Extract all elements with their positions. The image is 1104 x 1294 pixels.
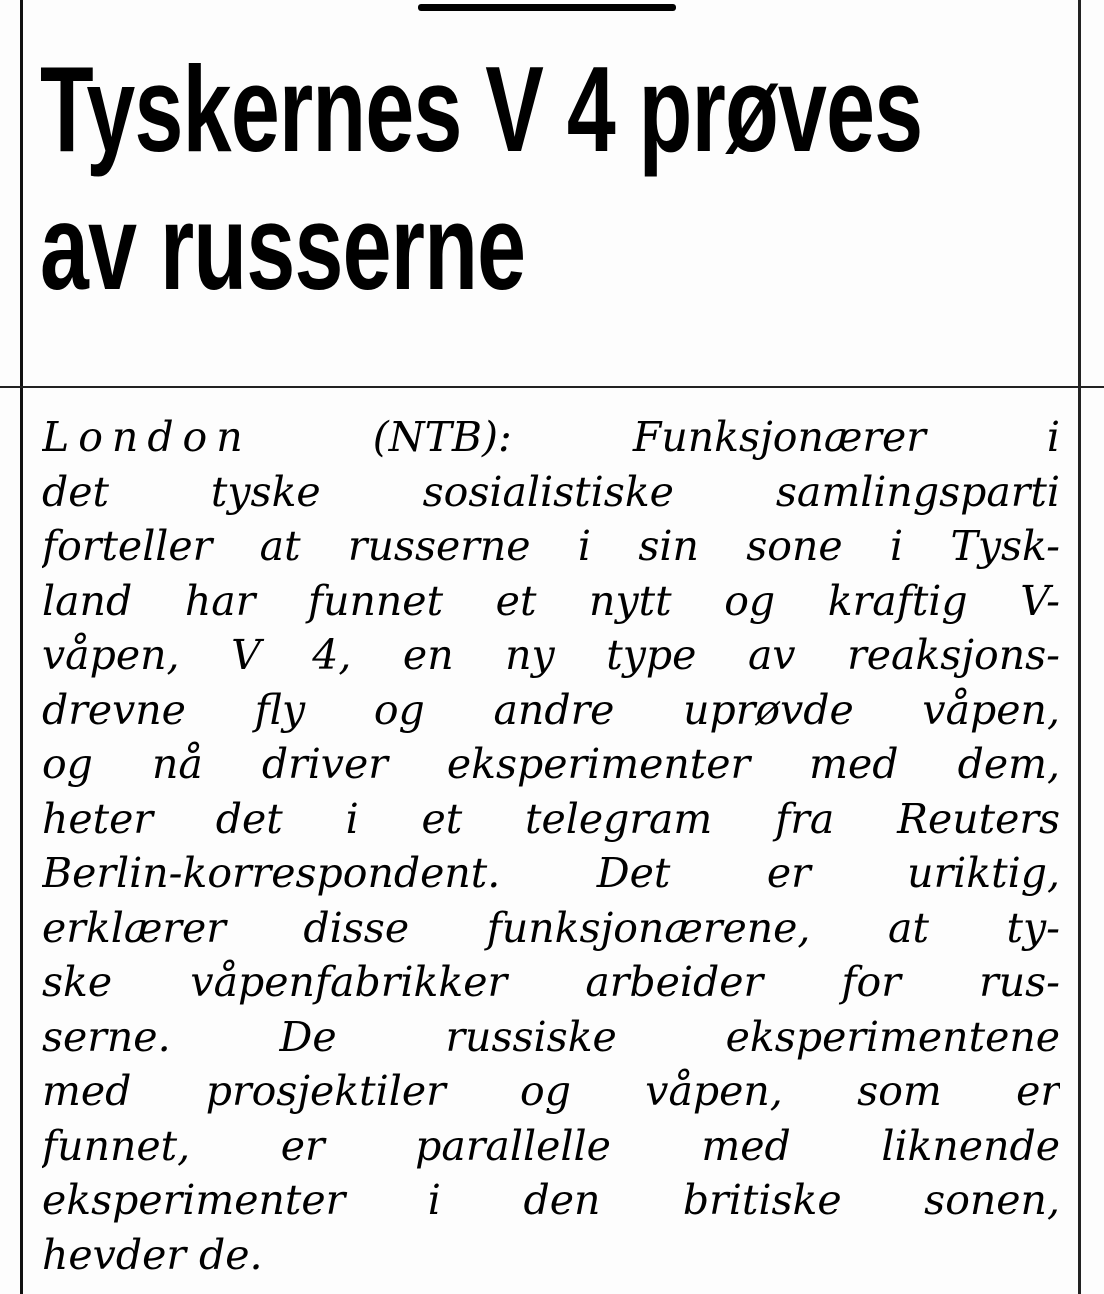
article-line: funnet, er parallelle med liknende [42, 1121, 1060, 1170]
right-column-rule [1078, 0, 1081, 1294]
article-line: med prosjektiler og våpen, som er [42, 1067, 1060, 1115]
headline-line-2: av russerne [40, 179, 526, 315]
article-line: og nå driver eksperimenter med dem, [42, 740, 1060, 788]
left-column-rule [20, 0, 23, 1294]
headline [40, 40, 923, 316]
headline-divider [0, 386, 1104, 388]
article-line: forteller at russerne i sin sone i Tysk- [42, 522, 1060, 570]
article-line: eksperimenter i den britiske sonen, [42, 1176, 1060, 1224]
article-line: hevder de. [42, 1230, 263, 1279]
article-line: drevne fly og andre uprøvde våpen, [42, 685, 1060, 734]
article-body [42, 410, 1060, 1282]
article-line: London (NTB): Funksjonærer i [42, 413, 1060, 461]
news-agency: (NTB): [372, 413, 512, 461]
headline-line-1: Tyskernes V 4 prøves [40, 41, 923, 177]
article-line: Berlin-korrespondent. Det er uriktig, [42, 849, 1060, 897]
article-line: ske våpenfabrikker arbeider for rus- [42, 958, 1060, 1006]
dateline: London [42, 413, 252, 461]
article-line: land har funnet et nytt og kraftig V- [42, 576, 1060, 625]
article-line: det tyske sosialistiske samlingsparti [42, 467, 1060, 516]
article-line: serne. De russiske eksperimentene [42, 1012, 1060, 1061]
top-rule [418, 4, 676, 11]
article-line: våpen, V 4, en ny type av reaksjons- [42, 631, 1060, 679]
article-line: heter det i et telegram fra Reuters [42, 794, 1060, 843]
article-line: erklærer disse funksjonærene, at ty- [42, 903, 1060, 952]
